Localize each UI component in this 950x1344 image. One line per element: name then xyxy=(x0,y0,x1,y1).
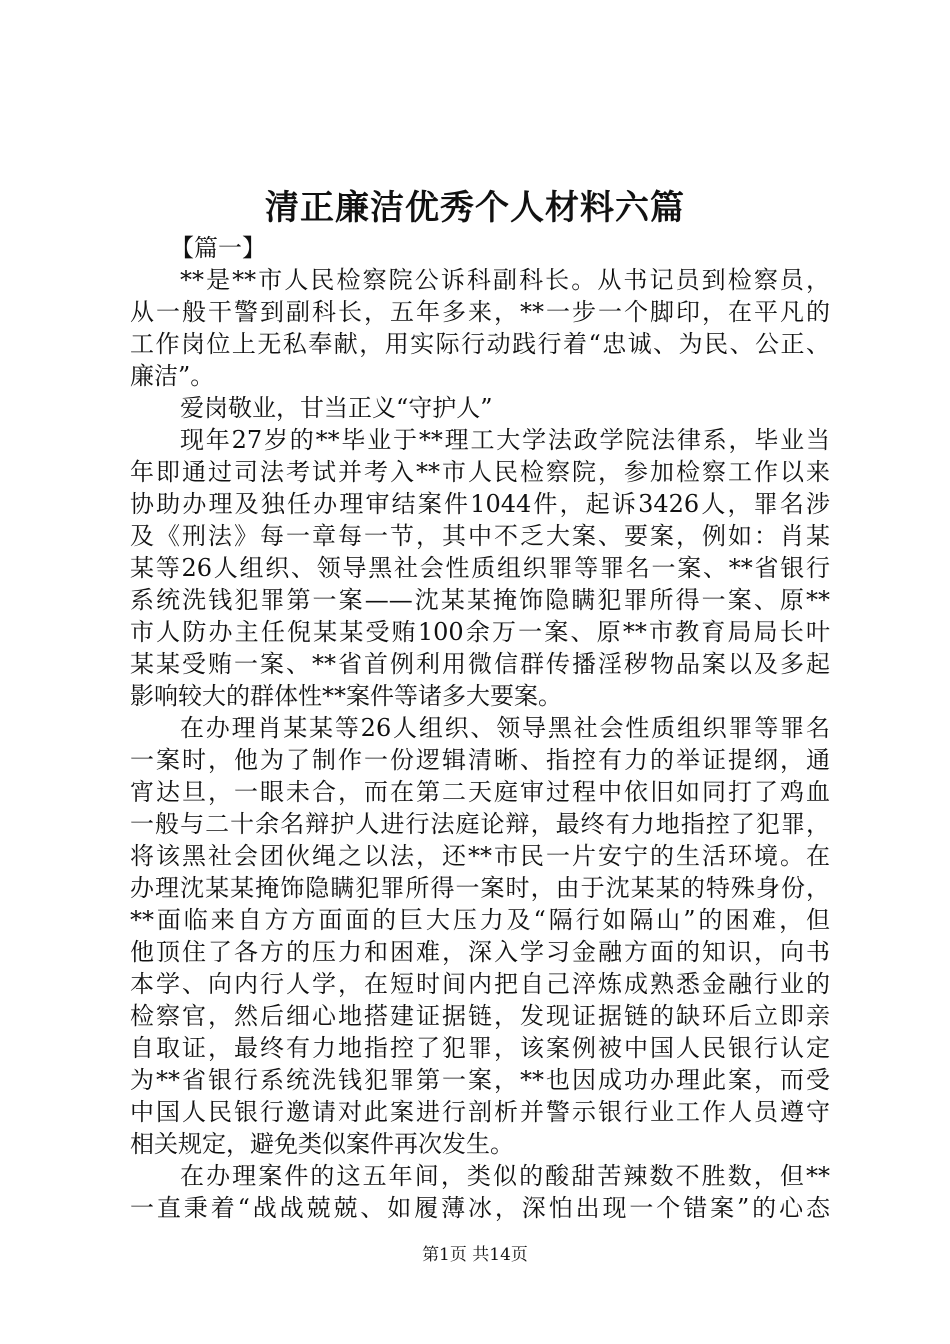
paragraph-line: 从一般干警到副科长，五年多来，**一步一个脚印，在平凡的 xyxy=(130,298,830,326)
paragraph-line: 市人防办主任倪某某受贿100余万一案、原**市教育局局长叶 xyxy=(130,618,830,646)
paragraph-line: 为**省银行系统洗钱犯罪第一案，**也因成功办理此案，而受 xyxy=(130,1066,830,1094)
paragraph-line: 某某受贿一案、**省首例利用微信群传播淫秽物品案以及多起 xyxy=(130,650,830,678)
paragraph-line: 及《刑法》每一章每一节，其中不乏大案、要案，例如：肖某 xyxy=(130,522,830,550)
paragraph-line: 一案时，他为了制作一份逻辑清晰、指控有力的举证提纲，通 xyxy=(130,746,830,774)
paragraph-line: 在办理案件的这五年间，类似的酸甜苦辣数不胜数，但** xyxy=(180,1162,830,1190)
paragraph-line: **面临来自方方面面的巨大压力及“隔行如隔山”的困难，但 xyxy=(130,906,830,934)
section-heading: 【篇一】 xyxy=(170,234,266,262)
paragraph-line: 一直秉着“战战兢兢、如履薄冰，深怕出现一个错案”的心态 xyxy=(130,1194,830,1222)
document-title: 清正廉洁优秀个人材料六篇 xyxy=(265,188,685,228)
paragraph-line: 本学、向内行人学，在短时间内把自己淬炼成熟悉金融行业的 xyxy=(130,970,830,998)
paragraph-line: 现年27岁的**毕业于**理工大学法政学院法律系，毕业当 xyxy=(180,426,830,454)
paragraph-line: 系统洗钱犯罪第一案——沈某某掩饰隐瞒犯罪所得一案、原** xyxy=(130,586,830,614)
paragraph-line: 将该黑社会团伙绳之以法，还**市民一片安宁的生活环境。在 xyxy=(130,842,830,870)
paragraph-line: 一般与二十余名辩护人进行法庭论辩，最终有力地指控了犯罪， xyxy=(130,810,830,838)
subheading-line: 爱岗敬业，甘当正义“守护人” xyxy=(180,394,493,422)
paragraph-line: 某等26人组织、领导黑社会性质组织罪等罪名一案、**省银行 xyxy=(130,554,830,582)
document-body xyxy=(130,232,830,1224)
paragraph-line: 工作岗位上无私奉献，用实际行动践行着“忠诚、为民、公正、 xyxy=(130,330,830,358)
paragraph-line: 在办理肖某某等26人组织、领导黑社会性质组织罪等罪名 xyxy=(180,714,830,742)
paragraph-line: 廉洁”。 xyxy=(130,362,215,390)
paragraph-line: 影响较大的群体性**案件等诸多大要案。 xyxy=(130,682,562,710)
paragraph-line: 年即通过司法考试并考入**市人民检察院，参加检察工作以来 xyxy=(130,458,830,486)
paragraph-line: 相关规定，避免类似案件再次发生。 xyxy=(130,1130,514,1158)
paragraph-line: **是**市人民检察院公诉科副科长。从书记员到检察员， xyxy=(180,266,830,294)
paragraph-line: 他顶住了各方的压力和困难，深入学习金融方面的知识，向书 xyxy=(130,938,830,966)
paragraph-line: 办理沈某某掩饰隐瞒犯罪所得一案时，由于沈某某的特殊身份， xyxy=(130,874,830,902)
paragraph-line: 协助办理及独任办理审结案件1044件，起诉3426人，罪名涉 xyxy=(130,490,830,518)
paragraph-line: 中国人民银行邀请对此案进行剖析并警示银行业工作人员遵守 xyxy=(130,1098,830,1126)
paragraph-line: 检察官，然后细心地搭建证据链，发现证据链的缺环后立即亲 xyxy=(130,1002,830,1030)
paragraph-line: 宵达旦，一眼未合，而在第二天庭审过程中依旧如同打了鸡血 xyxy=(130,778,830,806)
paragraph-line: 自取证，最终有力地指控了犯罪，该案例被中国人民银行认定 xyxy=(130,1034,830,1062)
page-footer: 第1页 共14页 xyxy=(422,1245,528,1265)
